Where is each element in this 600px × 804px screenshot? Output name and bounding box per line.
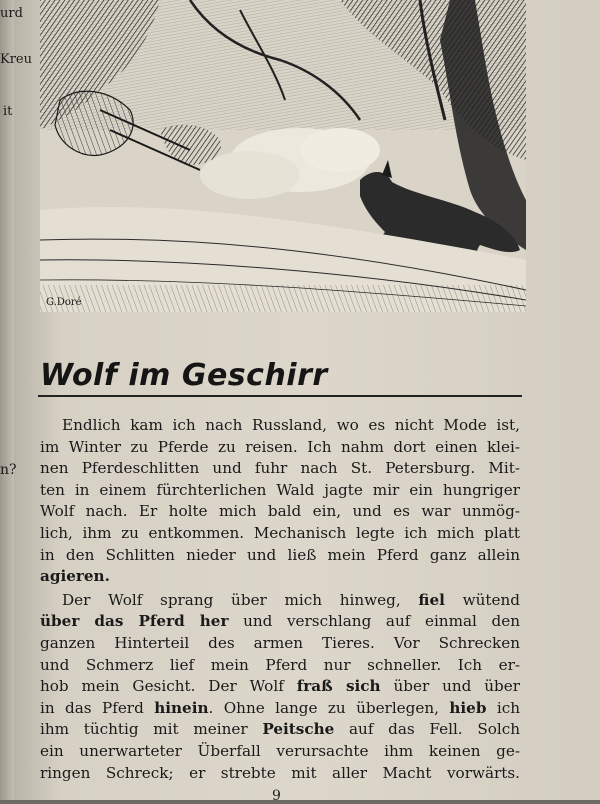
- text-line: Wolf nach. Er holte mich bald ein, und es war unmög-: [40, 502, 520, 521]
- chapter-title: Wolf im Geschirr: [40, 358, 328, 393]
- text-segment: auf das Fell. Solch: [348, 720, 521, 739]
- text-segment: in das Pferd: [40, 698, 144, 717]
- bold-word: hieb: [449, 698, 487, 717]
- text-line: ganzen Hinterteil des armen Tieres. Vor Schrecken: [40, 633, 520, 652]
- text-line: [40, 590, 520, 612]
- bold-word: fraß sich: [296, 677, 381, 696]
- margin-note-3: it: [3, 104, 13, 119]
- margin-note-2: Kreu: [0, 52, 32, 67]
- bold-word: Peitsche: [262, 720, 335, 739]
- paragraph-1: [40, 415, 520, 588]
- text-line: agieren.: [40, 567, 110, 586]
- text-line: [40, 698, 520, 720]
- text-segment: und verschlang auf einmal den: [243, 612, 520, 631]
- text-line: ten in einem fürchterlichen Wald jagte mir ein hungriger: [40, 480, 520, 499]
- text-line: ringen Schreck; er strebte mit aller Macht vorwärts.: [40, 763, 520, 782]
- text-segment: ich: [496, 698, 521, 717]
- text-segment: hob mein Gesicht. Der Wolf: [40, 677, 284, 696]
- bold-word: über das Pferd her: [40, 612, 229, 631]
- text-line: und Schmerz lief mein Pferd nur schneller. Ich er-: [40, 655, 520, 674]
- engraving-illustration: [40, 0, 526, 312]
- text-line: im Winter zu Pferde zu reisen. Ich nahm dort einen klei-: [40, 437, 520, 456]
- text-line: [40, 676, 520, 698]
- text-line: nen Pferdeschlitten und fuhr nach St. Petersburg. Mit-: [40, 459, 520, 478]
- story-text: [40, 415, 520, 784]
- page-number: 9: [272, 788, 281, 804]
- text-line: in den Schlitten nieder und ließ mein Pferd ganz allein: [40, 545, 520, 564]
- title-rule: [38, 395, 522, 397]
- text-line: [40, 611, 520, 633]
- text-line: ein unerwarteter Überfall verursachte ihm keinen ge-: [40, 741, 520, 760]
- bold-word: hinein: [154, 698, 209, 717]
- text-segment: ihm tüchtig mit meiner: [40, 720, 248, 739]
- paragraph-2: [40, 590, 520, 784]
- text-segment: über und über: [393, 677, 521, 696]
- text-line: lich, ihm zu entkommen. Mechanisch legte ich mich platt: [40, 523, 520, 542]
- bold-word: fiel: [418, 590, 445, 609]
- margin-note-4: n?: [0, 462, 17, 478]
- margin-note-1: urd: [0, 6, 23, 21]
- text-segment: . Ohne lange zu überlegen,: [208, 698, 439, 717]
- text-segment: Der Wolf sprang über mich hinweg,: [62, 590, 401, 609]
- text-line: Endlich kam ich nach Russland, wo es nicht Mode ist,: [62, 416, 520, 434]
- text-segment: wütend: [462, 590, 520, 609]
- text-line: [40, 719, 520, 741]
- illustration-signature: G.Doré: [46, 297, 82, 308]
